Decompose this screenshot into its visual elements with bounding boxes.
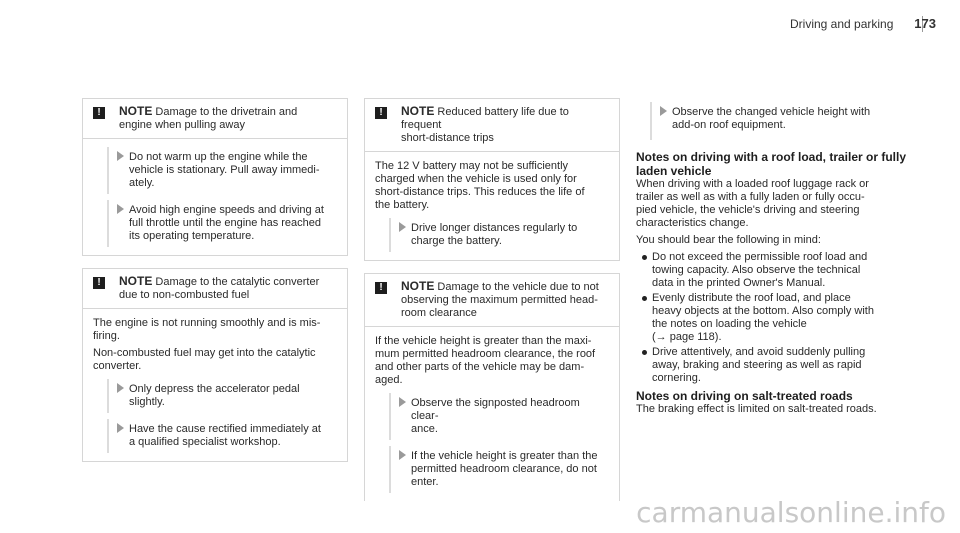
note-box-battery [364,98,620,261]
note-label: NOTE [401,104,435,118]
action-item: Only depress the accelerator pedal slightly. [107,379,337,413]
section-title: Driving and parking [790,17,894,31]
paragraph: The braking effect is limited on salt-treated roads. [636,403,877,415]
note-body [83,309,347,461]
note-box-drivetrain [82,98,348,256]
bullet-dot [642,255,647,260]
arrow-icon [399,450,406,460]
page-header [790,16,936,32]
note-label: NOTE [119,104,153,118]
page-reference-link[interactable]: (→ page 118). [652,331,722,343]
bullet-dot [642,350,647,355]
paragraph: The 12 V battery may not be sufficiently charged when the vehicle is used only for short-distance trips. This reduces the life of the battery. [375,160,585,211]
bullet-dot [642,296,647,301]
arrow-icon [117,204,124,214]
page-number: 173 [914,16,936,31]
arrow-icon [660,106,667,116]
arrow-icon [117,383,124,393]
section-salt-roads [636,389,936,416]
note-title-cont: engine when pulling away [119,119,245,131]
note-box-headroom [364,273,620,501]
arrow-icon [399,222,406,232]
paragraph: Non-combusted fuel may get into the catalytic converter. [93,347,316,372]
list-item: Evenly distribute the roof load, and place heavy objects at the bottom. Also comply with the notes on loading the vehicle (→ page 118). [636,292,936,344]
column-3 [636,102,936,416]
action-item: Drive longer distances regularly to charge the battery. [389,218,609,252]
note-title: Damage to the drivetrain and [155,106,298,118]
list-item: Drive attentively, and avoid suddenly pulling away, braking and steering as well as rapid cornering. [636,346,936,385]
note-title: Reduced battery life due to frequent [401,106,569,131]
action-item: Observe the signposted headroom clear- ance. [389,393,609,440]
action-item: Have the cause rectified immediately at a qualified specialist workshop. [107,419,337,453]
warning-icon: ! [93,277,105,289]
warning-icon: ! [375,107,387,119]
action-item: Avoid high engine speeds and driving at full throttle until the engine has reached its operating temperature. [107,200,337,247]
note-body [365,152,619,260]
arrow-icon [117,423,124,433]
action-item: Observe the changed vehicle height with add-on roof equipment. [650,102,936,140]
action-item: If the vehicle height is greater than the permitted headroom clearance, do not enter. [389,446,609,493]
section-heading: Notes on driving with a roof load, trailer or fully [636,150,907,164]
note-label: NOTE [401,279,435,293]
note-title-cont: room clearance [401,307,477,319]
paragraph: If the vehicle height is greater than the maxi- mum permitted headroom clearance, the roof and other parts of the vehicle may be dam- aged. [375,335,596,386]
note-header [365,274,619,327]
note-header [83,99,347,139]
column-2 [364,98,620,501]
note-box-catalytic [82,268,348,462]
warning-icon: ! [375,282,387,294]
note-header [365,99,619,152]
action-item: Do not warm up the engine while the vehicle is stationary. Pull away immedi- ately. [107,147,337,194]
watermark: carmanualsonline.info [636,496,946,529]
section-roof-load [636,150,936,385]
paragraph: When driving with a loaded roof luggage rack or trailer as well as with a fully laden or fully occu- pied vehicle, the vehicle's driving and steering characteristics change. [636,178,869,229]
warning-icon: ! [93,107,105,119]
column-1 [82,98,348,462]
note-title-cont: due to non-combusted fuel [119,289,250,301]
arrow-icon [399,397,406,407]
note-title: Damage to the vehicle due to not [437,281,599,293]
note-title-cont: observing the maximum permitted head- [401,294,598,306]
note-body [83,139,347,255]
paragraph: The engine is not running smoothly and is mis- firing. [93,317,321,342]
paragraph-intro: You should bear the following in mind: [636,234,821,246]
note-label: NOTE [119,274,153,288]
arrow-icon [117,151,124,161]
note-title: Damage to the catalytic converter [155,276,320,288]
section-heading: Notes on driving on salt-treated roads [636,389,853,403]
note-header [83,269,347,309]
note-title-cont: short-distance trips [401,132,494,144]
section-heading-cont: laden vehicle [636,164,712,178]
list-item: Do not exceed the permissible roof load and towing capacity. Also observe the technical data in the printed Owner's Manual. [636,251,936,290]
note-body [365,327,619,501]
